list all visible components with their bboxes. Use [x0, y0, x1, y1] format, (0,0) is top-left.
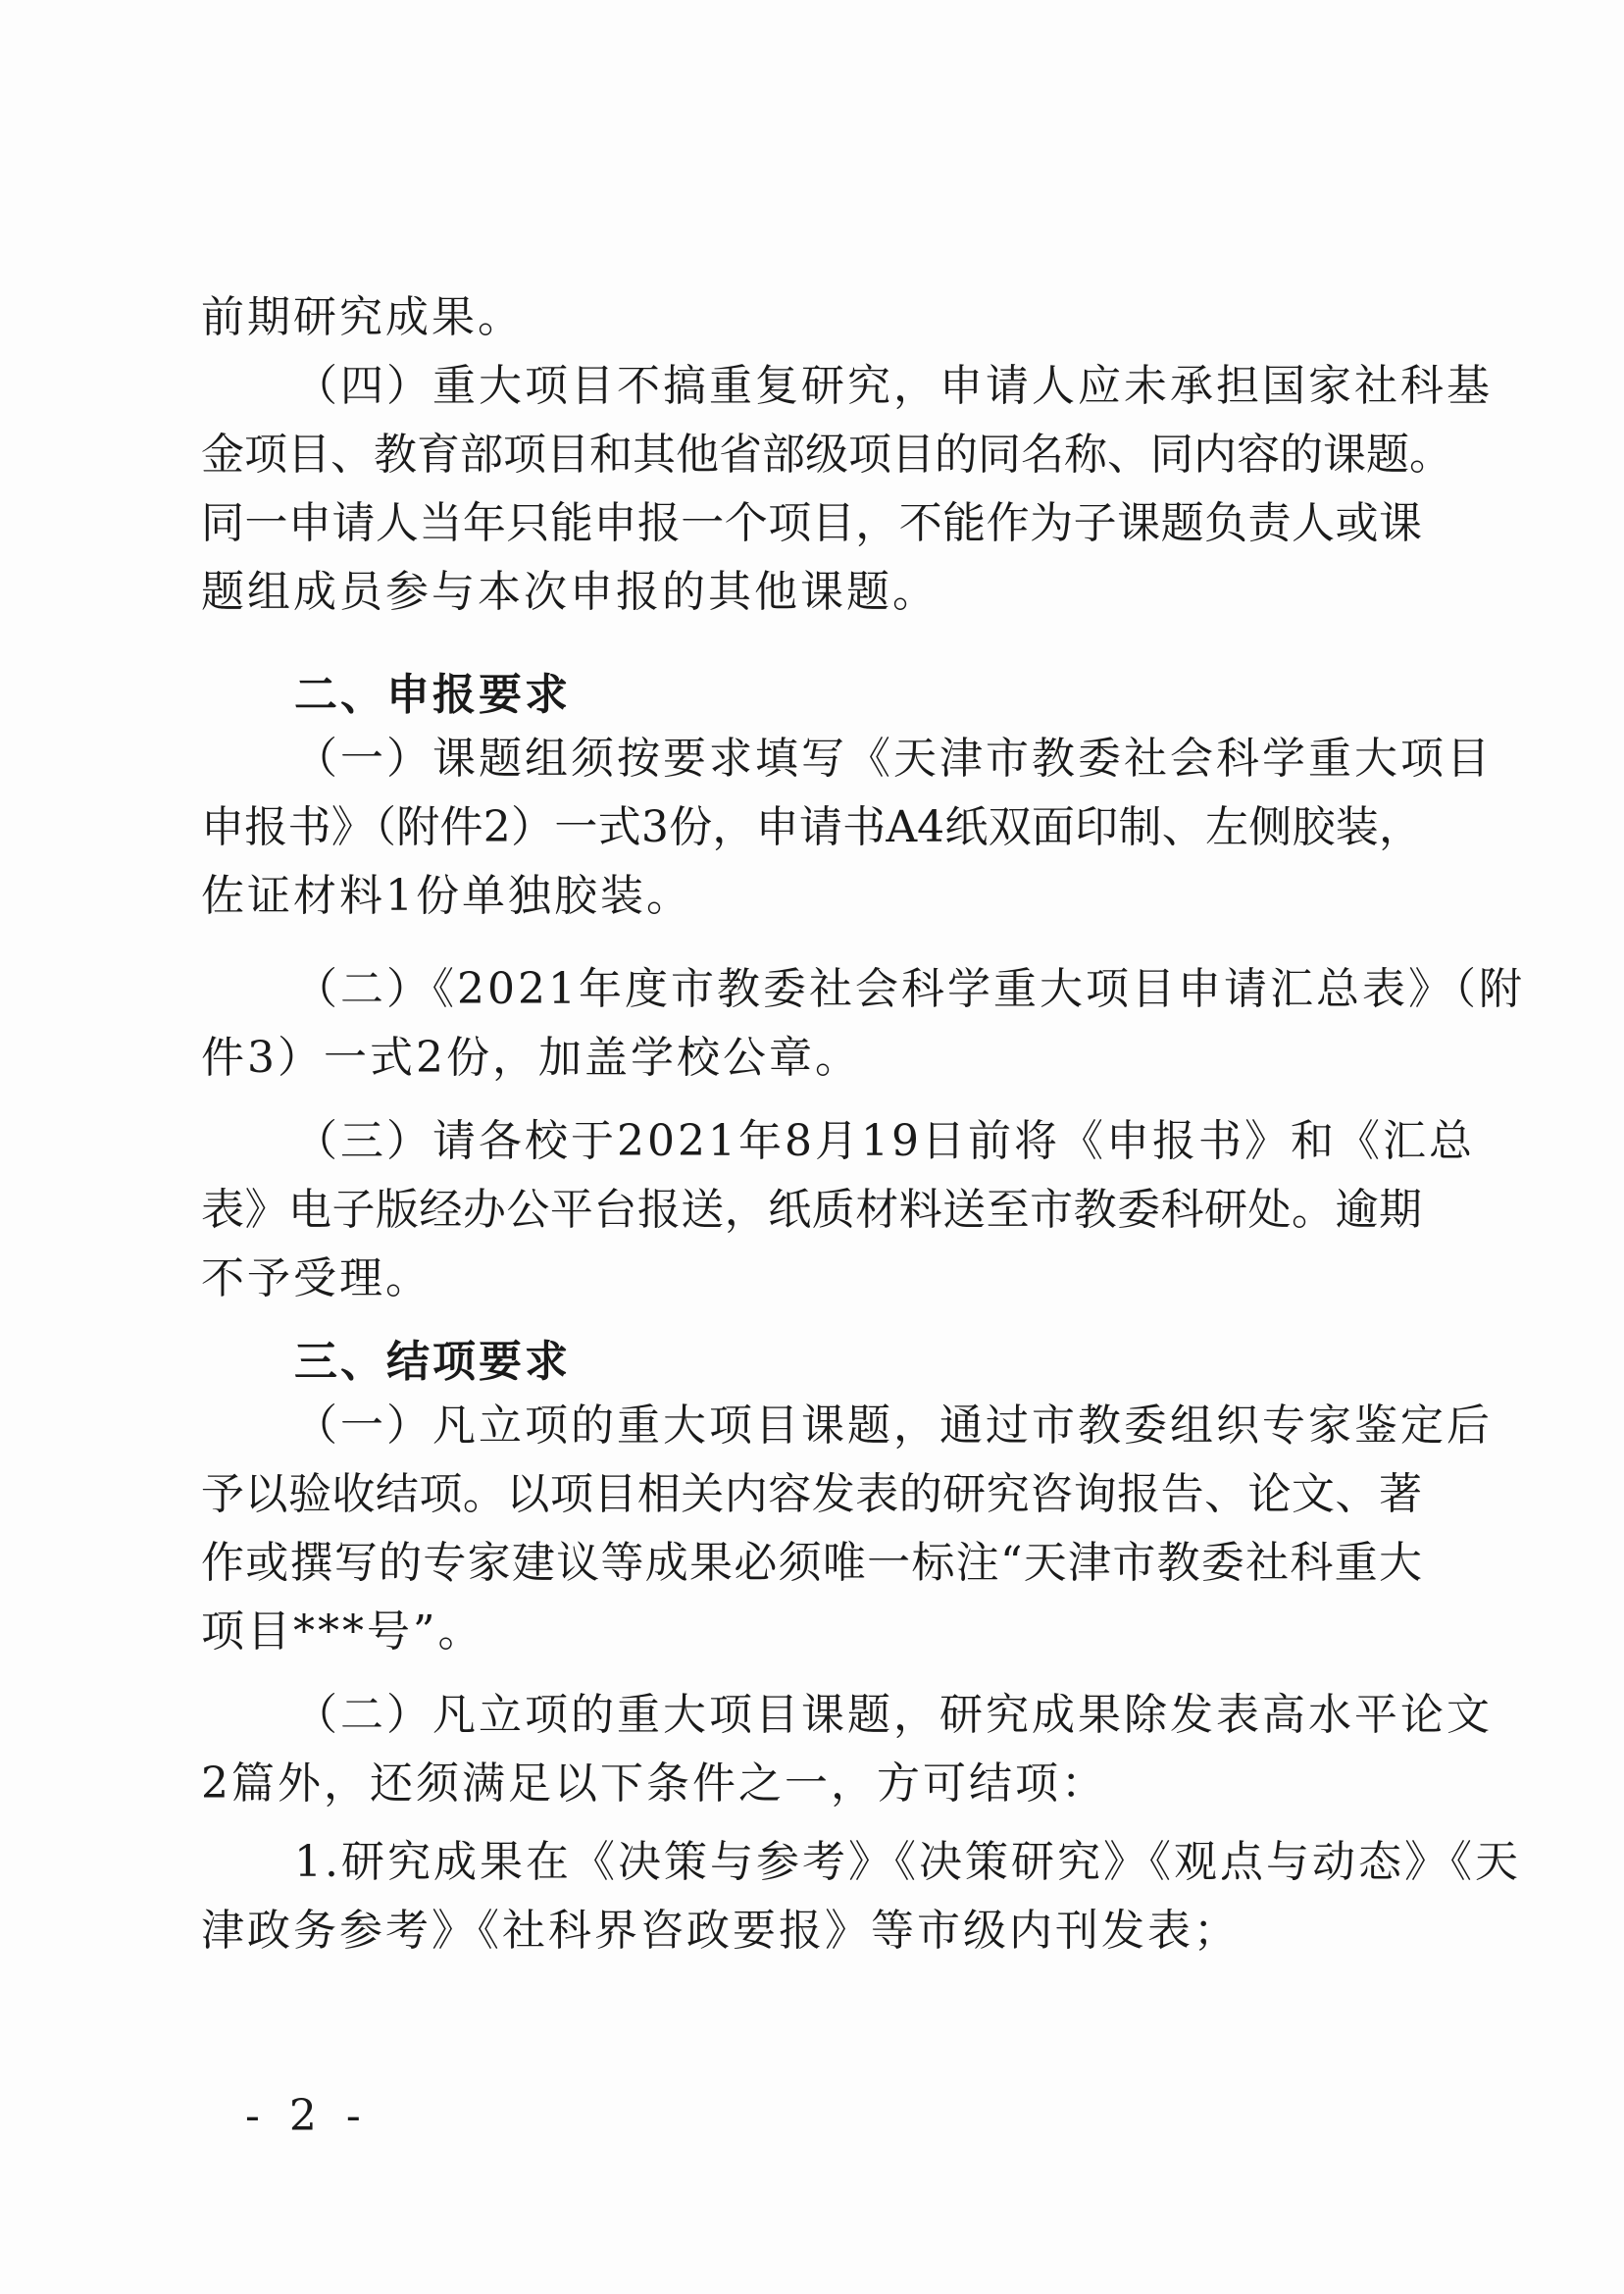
- paragraph-line: 项目***号”。: [201, 1606, 484, 1657]
- paragraph-line: （一）课题组须按要求填写《天津市教委社会科学重大项目: [294, 734, 1493, 784]
- paragraph-line: 表》电子版经办公平台报送，纸质材料送至市教委科研处。逾期: [201, 1185, 1422, 1235]
- paragraph-line: 题组成员参与本次申报的其他课题。: [201, 567, 939, 617]
- paragraph-line: 金项目、教育部项目和其他省部级项目的同名称、同内容的课题。: [201, 430, 1452, 480]
- page-number: - 2 -: [245, 2091, 369, 2141]
- paragraph-line: （一）凡立项的重大项目课题，通过市教委组织专家鉴定后: [294, 1401, 1493, 1451]
- paragraph-line: 同一申请人当年只能申报一个项目，不能作为子课题负责人或课: [201, 498, 1422, 548]
- paragraph-line: （三）请各校于2021年8月19日前将《申报书》和《汇总: [294, 1116, 1475, 1166]
- section-heading: 二、申报要求: [294, 670, 571, 720]
- paragraph-line: 作或撰写的专家建议等成果必须唯一标注“天津市教委社科重大: [201, 1538, 1422, 1588]
- paragraph-line: 不予受理。: [201, 1253, 431, 1303]
- paragraph-line: （二）凡立项的重大项目课题，研究成果除发表高水平论文: [294, 1690, 1493, 1740]
- paragraph-line: 申报书》（附件2）一式3份，申请书A4纸双面印制、左侧胶装，: [201, 802, 1422, 852]
- paragraph-line: 予以验收结项。以项目相关内容发表的研究咨询报告、论文、著: [201, 1469, 1422, 1519]
- paragraph-line: （二）《2021年度市教委社会科学重大项目申请汇总表》（附: [294, 964, 1525, 1014]
- paragraph-line: 2篇外，还须满足以下条件之一，方可结项：: [201, 1759, 1107, 1809]
- paragraph-line: 佐证材料1份单独胶装。: [201, 871, 692, 921]
- paragraph-line: 津政务参考》《社科界咨政要报》等市级内刊发表；: [201, 1906, 1240, 1956]
- paragraph-line: （四）重大项目不搞重复研究，申请人应未承担国家社科基: [294, 361, 1493, 411]
- paragraph-line: 前期研究成果。: [201, 292, 524, 342]
- section-heading: 三、结项要求: [294, 1337, 571, 1387]
- paragraph-line: 1.研究成果在《决策与参考》《决策研究》《观点与动态》《天: [294, 1837, 1521, 1887]
- paragraph-line: 件3）一式2份，加盖学校公章。: [201, 1033, 861, 1083]
